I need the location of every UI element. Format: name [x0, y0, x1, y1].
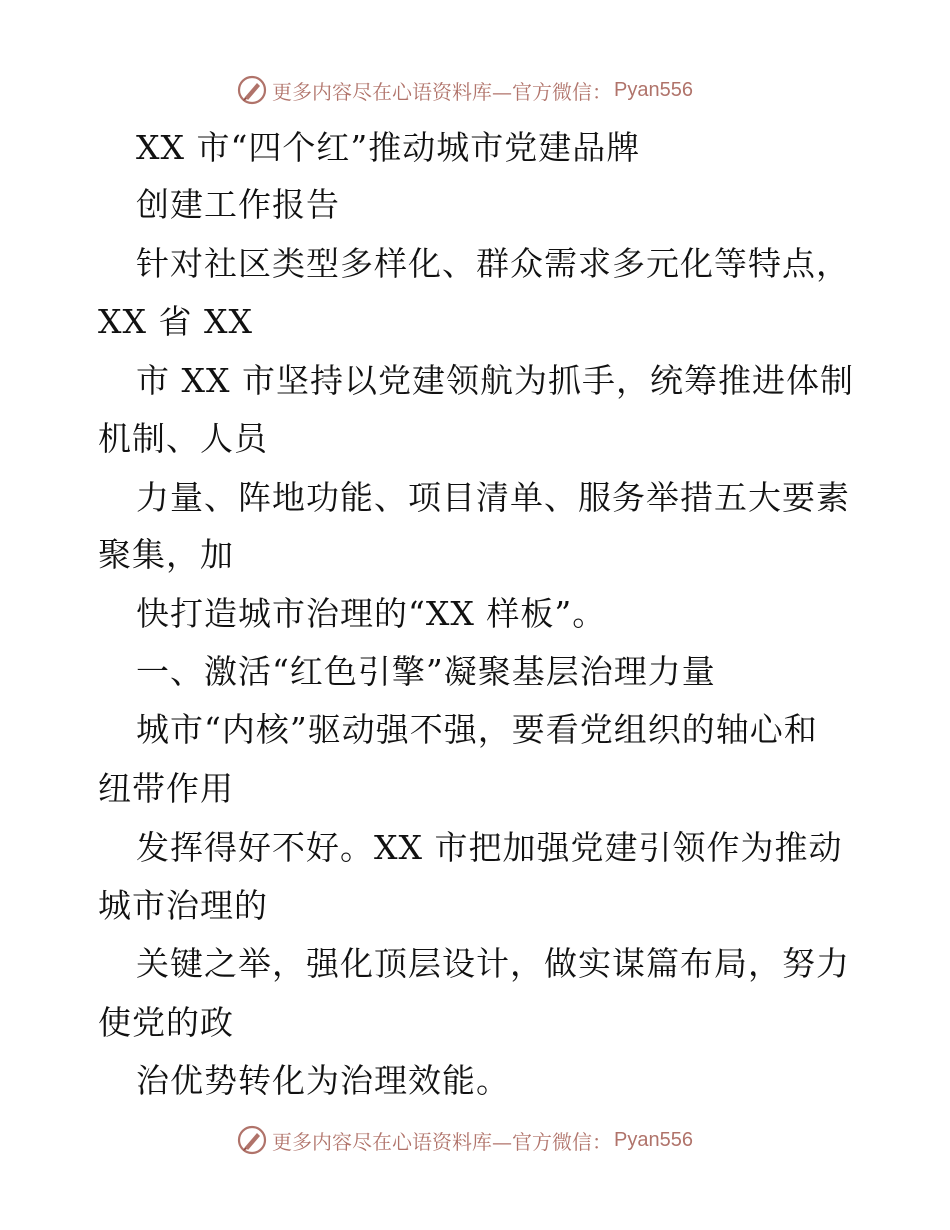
paragraph-line: 城市治理的 [98, 886, 268, 925]
watermark-text: 更多内容尽在心语资料库—官方微信： [272, 79, 612, 104]
paragraph-line: 针对社区类型多样化、群众需求多元化等特点， [136, 244, 850, 283]
paragraph-line: 聚集，加 [98, 535, 234, 574]
pen-logo-icon [236, 1124, 268, 1156]
watermark-banner-bottom [236, 1123, 716, 1157]
paragraph-line: 治优势转化为治理效能。 [136, 1061, 510, 1100]
watermark-account: Pyan556 [614, 78, 693, 101]
paragraph-line: 城市“内核”驱动强不强，要看党组织的轴心和 [136, 710, 818, 749]
paragraph-line: 力量、阵地功能、项目清单、服务举措五大要素 [136, 478, 850, 517]
paragraph-line: 快打造城市治理的“XX 样板”。 [136, 594, 607, 633]
paragraph-line: 关键之举，强化顶层设计，做实谋篇布局，努力 [136, 944, 850, 983]
paragraph-line: 纽带作用 [98, 769, 234, 808]
doc-title-line-1: XX 市“四个红”推动城市党建品牌 [136, 128, 641, 167]
watermark-text: 更多内容尽在心语资料库—官方微信： [272, 1129, 612, 1154]
paragraph-line: 使党的政 [98, 1003, 234, 1042]
doc-title-line-2: 创建工作报告 [136, 185, 340, 224]
paragraph-line: 机制、人员 [98, 419, 268, 458]
paragraph-line: XX 省 XX [98, 302, 253, 341]
paragraph-line: 发挥得好不好。XX 市把加强党建引领作为推动 [136, 828, 843, 867]
watermark-account: Pyan556 [614, 1128, 693, 1151]
paragraph-line: 市 XX 市坚持以党建领航为抓手，统筹推进体制 [136, 361, 854, 400]
section-heading: 一、激活“红色引擎”凝聚基层治理力量 [136, 652, 716, 691]
